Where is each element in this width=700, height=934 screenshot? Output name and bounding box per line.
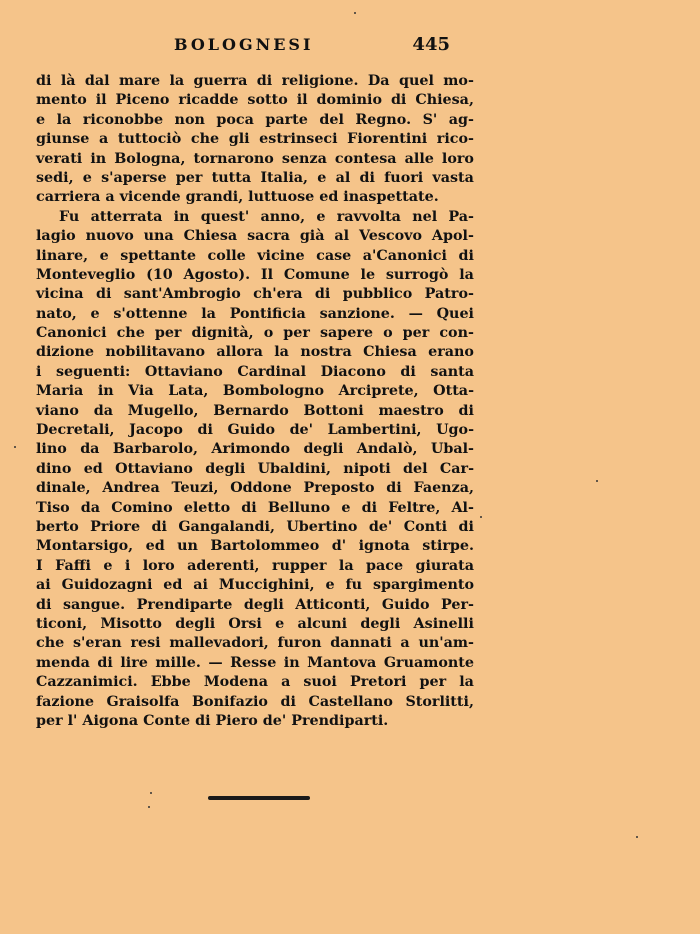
- text-line: Decretali, Jacopo di Guido de' Lambertini, Ugo-: [36, 422, 474, 439]
- running-head: [36, 35, 454, 59]
- text-line: berto Priore di Gangalandi, Ubertino de' Conti di: [36, 518, 474, 535]
- text-line: sedi, e s'aperse per tutta Italia, e al di fuori vasta: [36, 169, 474, 186]
- text-line: Fu atterrata in quest' anno, e ravvolta nel Pa-: [59, 208, 474, 225]
- text-line: Canonici che per dignità, o per sapere o per con-: [36, 325, 474, 342]
- text-line: menda di lire mille. — Resse in Mantova Gruamonte: [36, 654, 474, 671]
- text-line: che s'eran resi mallevadori, furon dannati a un'am-: [36, 635, 474, 652]
- text-line: dizione nobilitavano allora la nostra Chiesa erano: [36, 344, 474, 361]
- text-line: mento il Piceno ricadde sotto il dominio di Chiesa,: [36, 92, 474, 109]
- text-line: ai Guidozagni ed ai Muccighini, e fu spargimento: [36, 577, 474, 594]
- text-line: di sangue. Prendiparte degli Atticonti, Guido Per-: [36, 596, 474, 613]
- text-line: Cazzanimici. Ebbe Modena a suoi Pretori per la: [36, 674, 474, 691]
- text-line: e la riconobbe non poca parte del Regno. S' ag-: [36, 111, 474, 128]
- text-line: nato, e s'ottenne la Pontificia sanzione. — Quei: [36, 305, 474, 322]
- text-line: carriera a vicende grandi, luttuose ed inaspettate.: [36, 189, 439, 206]
- print-speck: [354, 12, 356, 14]
- text-line: dinale, Andrea Teuzi, Oddone Preposto di Faenza,: [36, 480, 474, 497]
- text-line: Maria in Via Lata, Bombologno Arciprete, Otta-: [36, 383, 474, 400]
- text-line: lagio nuovo una Chiesa sacra già al Vescovo Apol-: [36, 228, 474, 245]
- text-line: verati in Bologna, tornarono senza contesa alle loro: [36, 150, 474, 167]
- text-line: ticoni, Misotto degli Orsi e alcuni degli Asinelli: [36, 615, 474, 632]
- print-speck: [14, 446, 16, 448]
- print-speck: [636, 836, 638, 838]
- text-line: i seguenti: Ottaviano Cardinal Diacono di santa: [36, 363, 474, 380]
- page-number: 445: [412, 34, 450, 55]
- text-line: vicina di sant'Ambrogio ch'era di pubblico Patro-: [36, 286, 474, 303]
- text-line: per l' Aigona Conte di Piero de' Prendiparti.: [36, 712, 389, 729]
- print-speck: [480, 516, 482, 518]
- text-line: dino ed Ottaviano degli Ubaldini, nipoti del Car-: [36, 460, 474, 477]
- text-line: linare, e spettante colle vicine case a'Canonici di: [36, 247, 474, 264]
- print-speck: [148, 806, 150, 808]
- body-text: [36, 72, 474, 731]
- text-line: Tiso da Comino eletto di Belluno e di Feltre, Al-: [36, 499, 474, 516]
- print-speck: [150, 792, 152, 794]
- text-line: viano da Mugello, Bernardo Bottoni maestro di: [36, 402, 474, 419]
- text-line: I Faffi e i loro aderenti, rupper la pace giurata: [36, 557, 474, 574]
- text-line: fazione Graisolfa Bonifazio di Castellano Storlitti,: [36, 693, 474, 710]
- text-line: di là dal mare la guerra di religione. Da quel mo-: [36, 73, 474, 89]
- running-title: BOLOGNESI: [174, 35, 314, 54]
- text-line: Montarsigo, ed un Bartolommeo d' ignota stirpe.: [36, 538, 474, 555]
- text-line: giunse a tuttociò che gli estrinseci Fiorentini rico-: [36, 131, 474, 148]
- text-line: lino da Barbarolo, Arimondo degli Andalò, Ubal-: [36, 441, 474, 458]
- text-line: Monteveglio (10 Agosto). Il Comune le surrogò la: [36, 266, 474, 283]
- end-rule: [208, 796, 310, 800]
- print-speck: [596, 480, 598, 482]
